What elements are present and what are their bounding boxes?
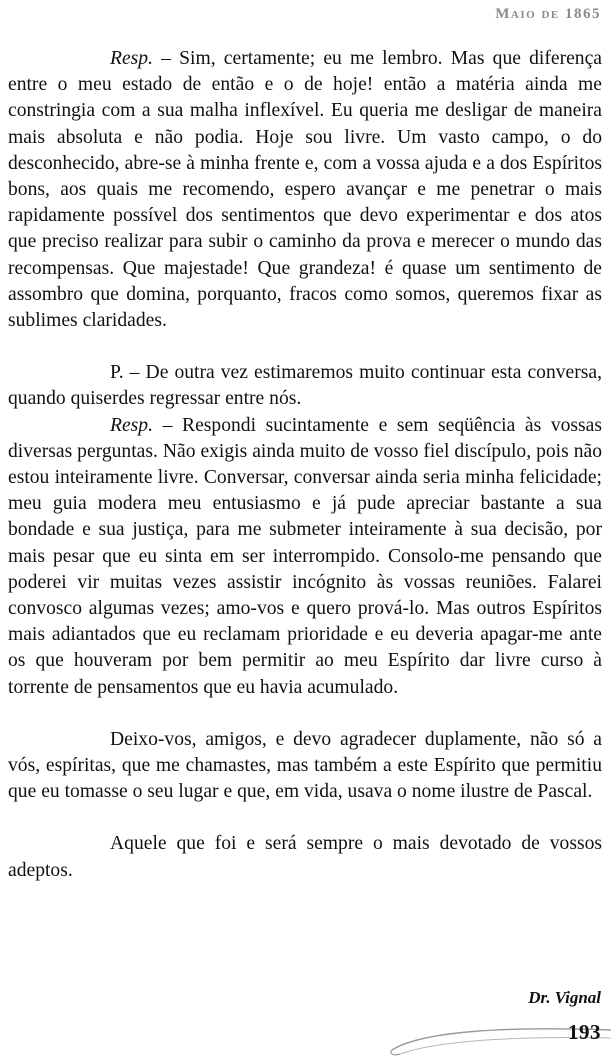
paragraph-closing bbox=[8, 831, 602, 883]
paragraph-text: Deixo-vos, amigos, e devo agradecer duplamente, não só a vós, espíritas, que me chamastes, mas também a este Espírito que permitiu que eu tomasse o seu lugar e que, em vida, usava o nome ilustre de Pascal. bbox=[8, 728, 602, 803]
paragraph-response-1 bbox=[8, 46, 602, 334]
paragraph-text: P. – De outra vez estimaremos muito continuar esta conversa, quando quiserdes regressar entre nós. bbox=[8, 362, 602, 410]
paragraph-text: – Sim, certamente; eu me lembro. Mas que diferença entre o meu estado de então e o de hoje! então a matéria ainda me constringia com a sua malha inflexível. Eu queria me desligar de maneira mais absoluta e não podia. Hoje sou livre. Um vasto campo, o do desconhecido, abre-se à minha frente e, com a vossa ajuda e a dos Espíritos bons, aos quais me recomendo, espero avançar e me penetrar o mais rapidamente possível dos sentimentos que devo experimentar e dos atos que preciso realizar para subir o caminho da prova e merecer o mundo das recompensas. Que majestade! Que grandeza! é quase um sentimento de assombro que domina, porquanto, fracos como somos, queremos fixar as sublimes claridades. bbox=[8, 48, 602, 332]
paragraph-text: Aquele que foi e será sempre o mais devotado de vossos adeptos. bbox=[8, 833, 602, 881]
paragraph-question bbox=[8, 360, 602, 412]
swoosh-ornament-icon bbox=[0, 1010, 611, 1057]
speaker-label: Resp. bbox=[110, 414, 153, 436]
paragraph-farewell bbox=[8, 727, 602, 806]
paragraph-text: – Respondi sucintamente e sem seqüência às vossas diversas perguntas. Não exigis ainda muito de vosso fiel discípulo, pois não estou inteiramente livre. Conversar, conversar ainda seria minha felicidade; meu guia modera meu entusiasmo e já pude apreciar bastante a sua bondade e sua justiça, para me submeter inteiramente à sua decisão, por mais pesar que eu sinta em ser interrompido. Consolo-me pensando que poderei vir muitas vezes assistir incógnito às vossas reuniões. Falarei convosco algumas vezes; amo-vos e quero prová-lo. Mas outros Espíritos mais adiantados que eu reclamam prioridade e eu deveria apagar-me ante os que houveram por bem permitir ao meu Espírito dar livre curso à torrente de pensamentos que eu havia acumulado. bbox=[8, 414, 602, 698]
speaker-label: Resp. bbox=[110, 48, 153, 69]
page-number: 193 bbox=[568, 1020, 601, 1044]
page-body bbox=[8, 46, 602, 884]
signature: Dr. Vignal bbox=[528, 988, 601, 1007]
paragraph-response-2 bbox=[8, 413, 602, 701]
running-header: Maio de 1865 bbox=[495, 6, 601, 22]
